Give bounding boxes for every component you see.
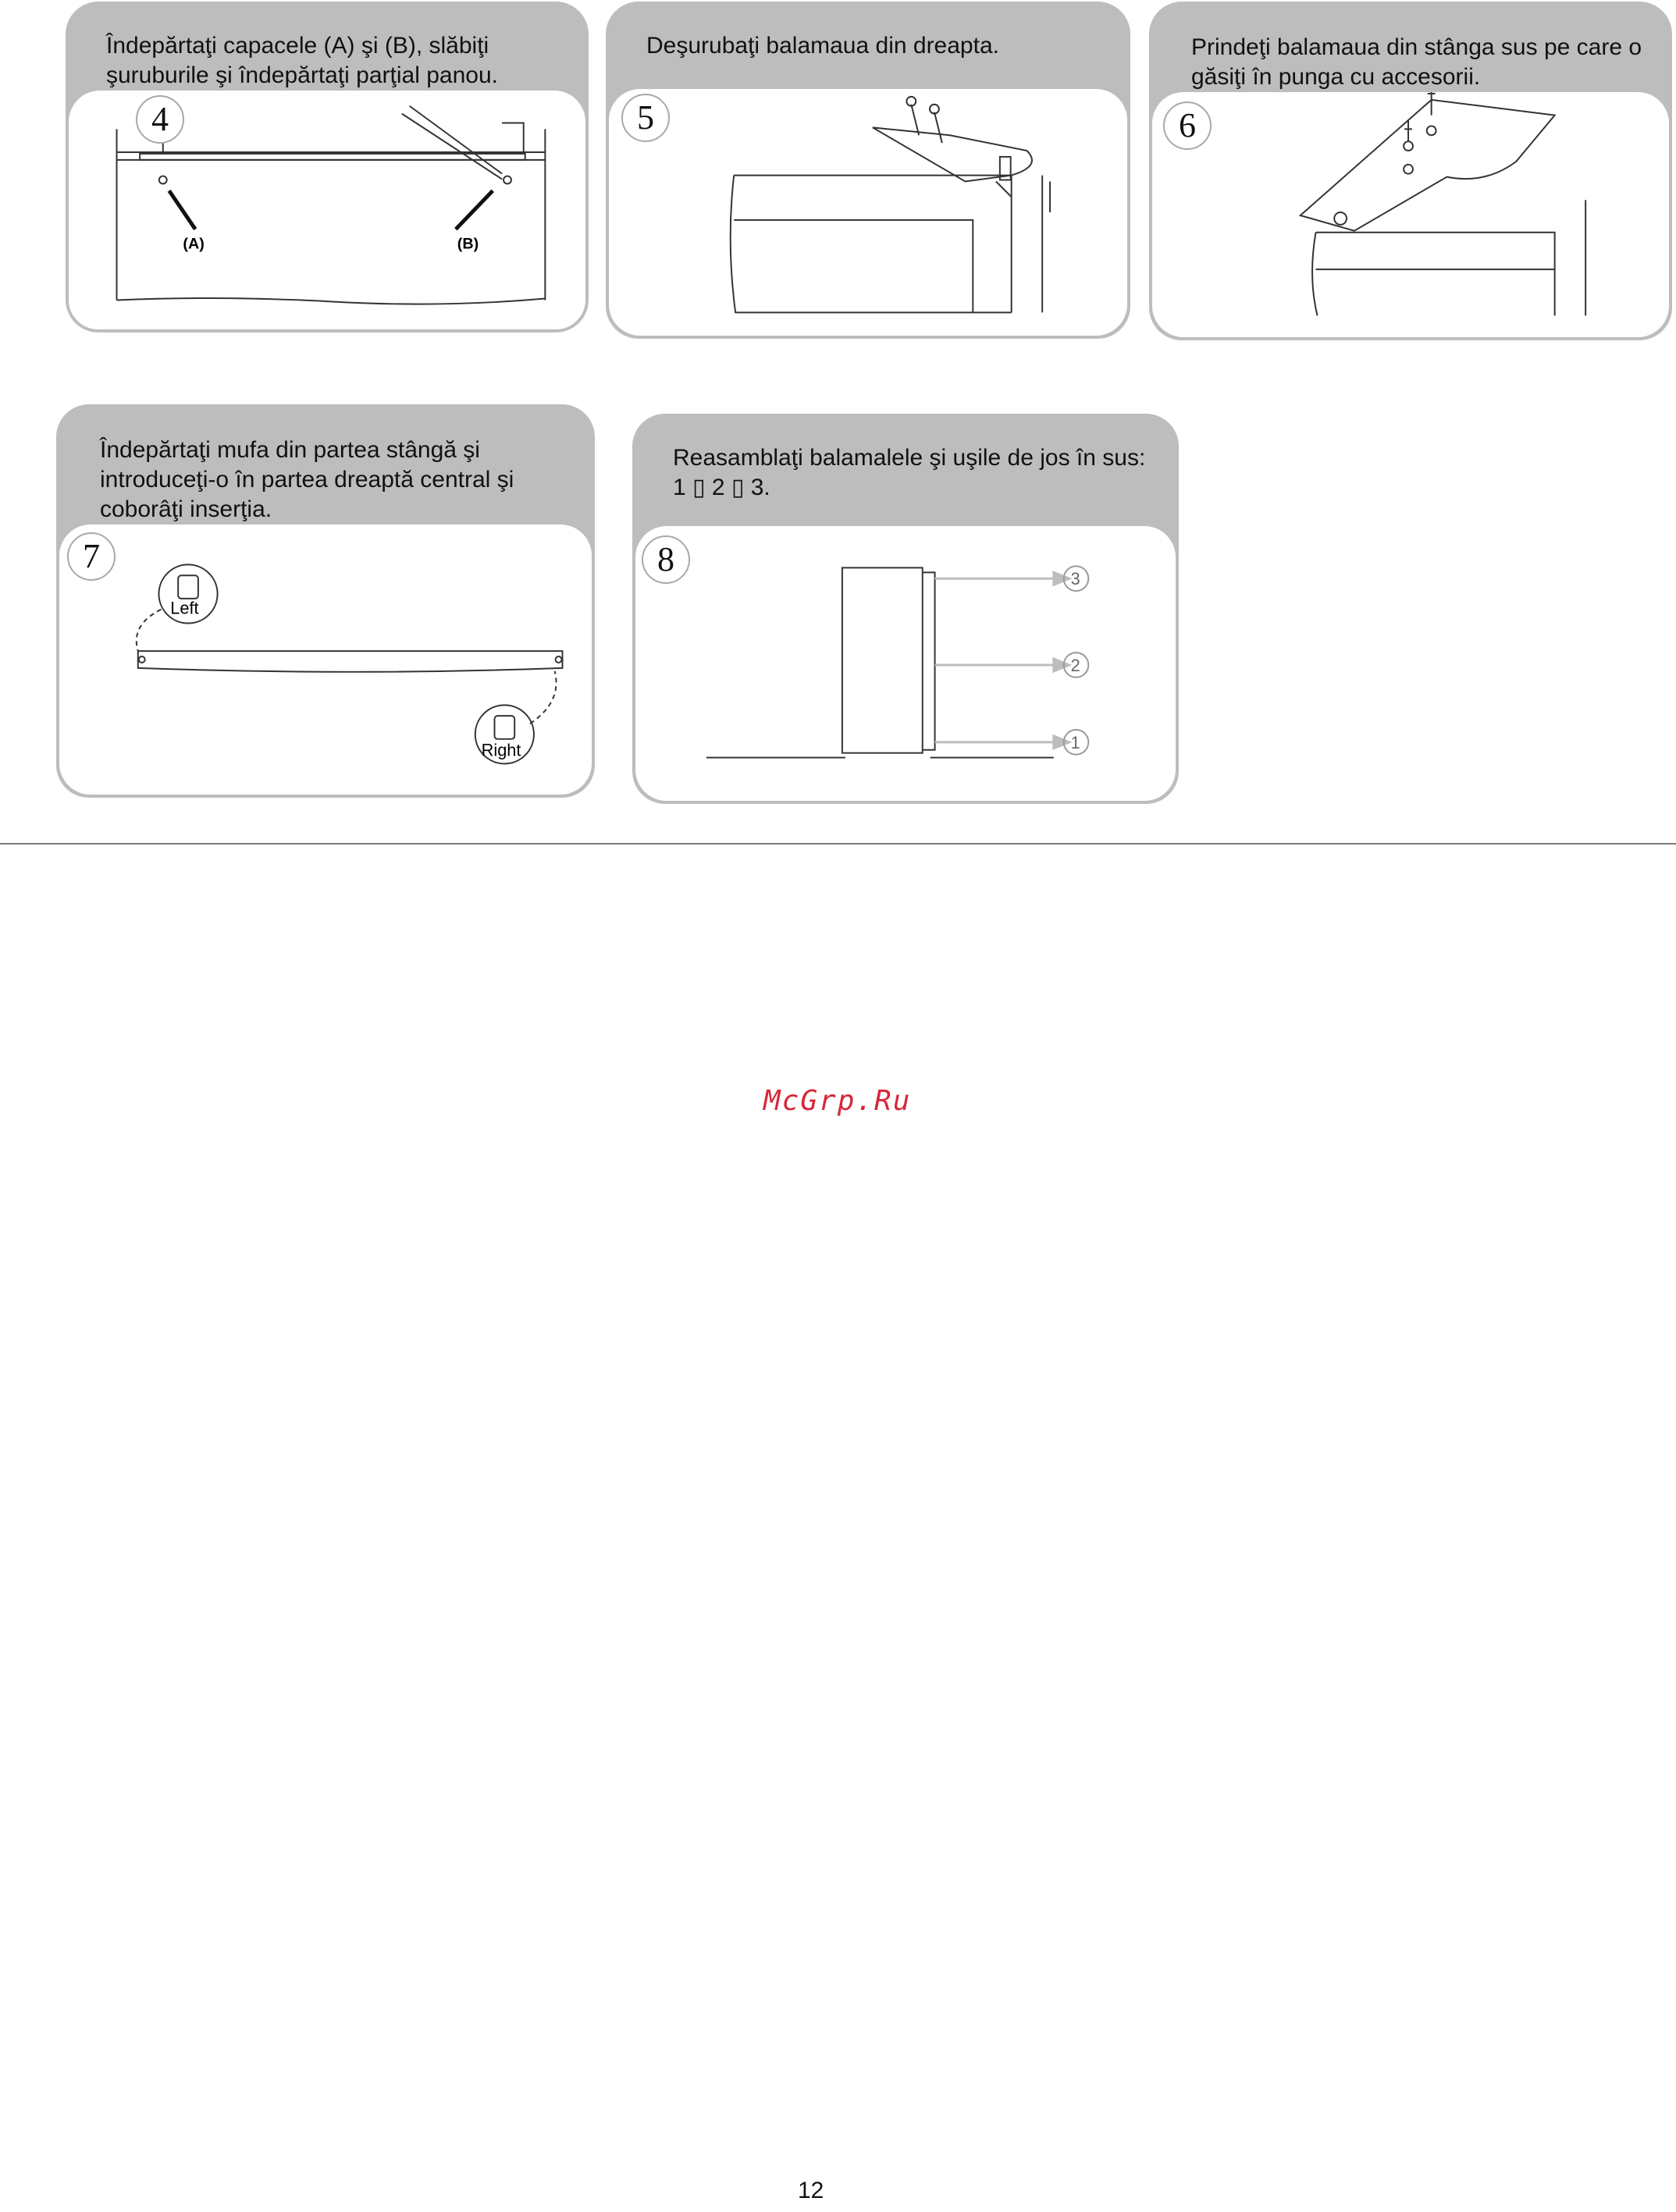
step-6-number: 6 (1163, 101, 1212, 150)
step-4-number: 4 (136, 95, 184, 144)
step-5-illustration-panel (607, 87, 1129, 337)
step-card-6 (1149, 2, 1672, 340)
step-card-5 (606, 2, 1130, 339)
step-7-instruction: Îndepărtaţi mufa din partea stângă şi introduceţi-o în partea dreaptă central şi coborâţi inserţia. (100, 437, 514, 522)
section-divider (0, 843, 1676, 845)
marker-1: 1 (1070, 732, 1080, 752)
step-7-drawing (59, 525, 592, 795)
step-card-7 (56, 404, 595, 798)
arrow-a (169, 190, 196, 229)
step-8-instruction: Reasamblaţi balamalele şi uşile de jos în sus: 1 ▯ 2 ▯ 3. (673, 445, 1146, 500)
fridge-body (842, 567, 923, 752)
step-8-illustration-panel (634, 525, 1177, 802)
marker-3: 3 (1070, 569, 1080, 589)
step-card-4 (66, 2, 589, 333)
step-5-number: 5 (621, 94, 670, 142)
step-7-illustration-panel (58, 523, 593, 796)
page-number: 12 (798, 2178, 824, 2203)
step-card-8 (632, 414, 1179, 804)
step-4-instruction: Îndepărtaţi capacele (A) şi (B), slăbiţi şuruburile şi îndepărtaţi parţial panou. (106, 33, 498, 88)
cap-a-marker (159, 176, 167, 184)
step-7-number: 7 (67, 532, 116, 581)
step-6-illustration-panel (1151, 91, 1671, 339)
step-6-instruction: Prindeţi balamaua din stânga sus pe care o găsiţi în punga cu accesorii. (1191, 34, 1642, 90)
step-8-number: 8 (642, 535, 690, 584)
step-6-drawing (1152, 92, 1669, 337)
label-right: Right (481, 740, 521, 760)
watermark: McGrp.Ru (763, 1085, 912, 1117)
step-5-instruction: Deşurubaţi balamaua din dreapta. (646, 33, 999, 59)
step-8-drawing (635, 526, 1176, 801)
label-b: (B) (457, 235, 479, 253)
marker-2: 2 (1070, 655, 1080, 675)
label-left: Left (170, 598, 199, 618)
label-a: (A) (183, 235, 205, 253)
cap-b-marker (504, 176, 511, 184)
arrow-b (456, 190, 493, 229)
step-5-drawing (609, 89, 1127, 336)
